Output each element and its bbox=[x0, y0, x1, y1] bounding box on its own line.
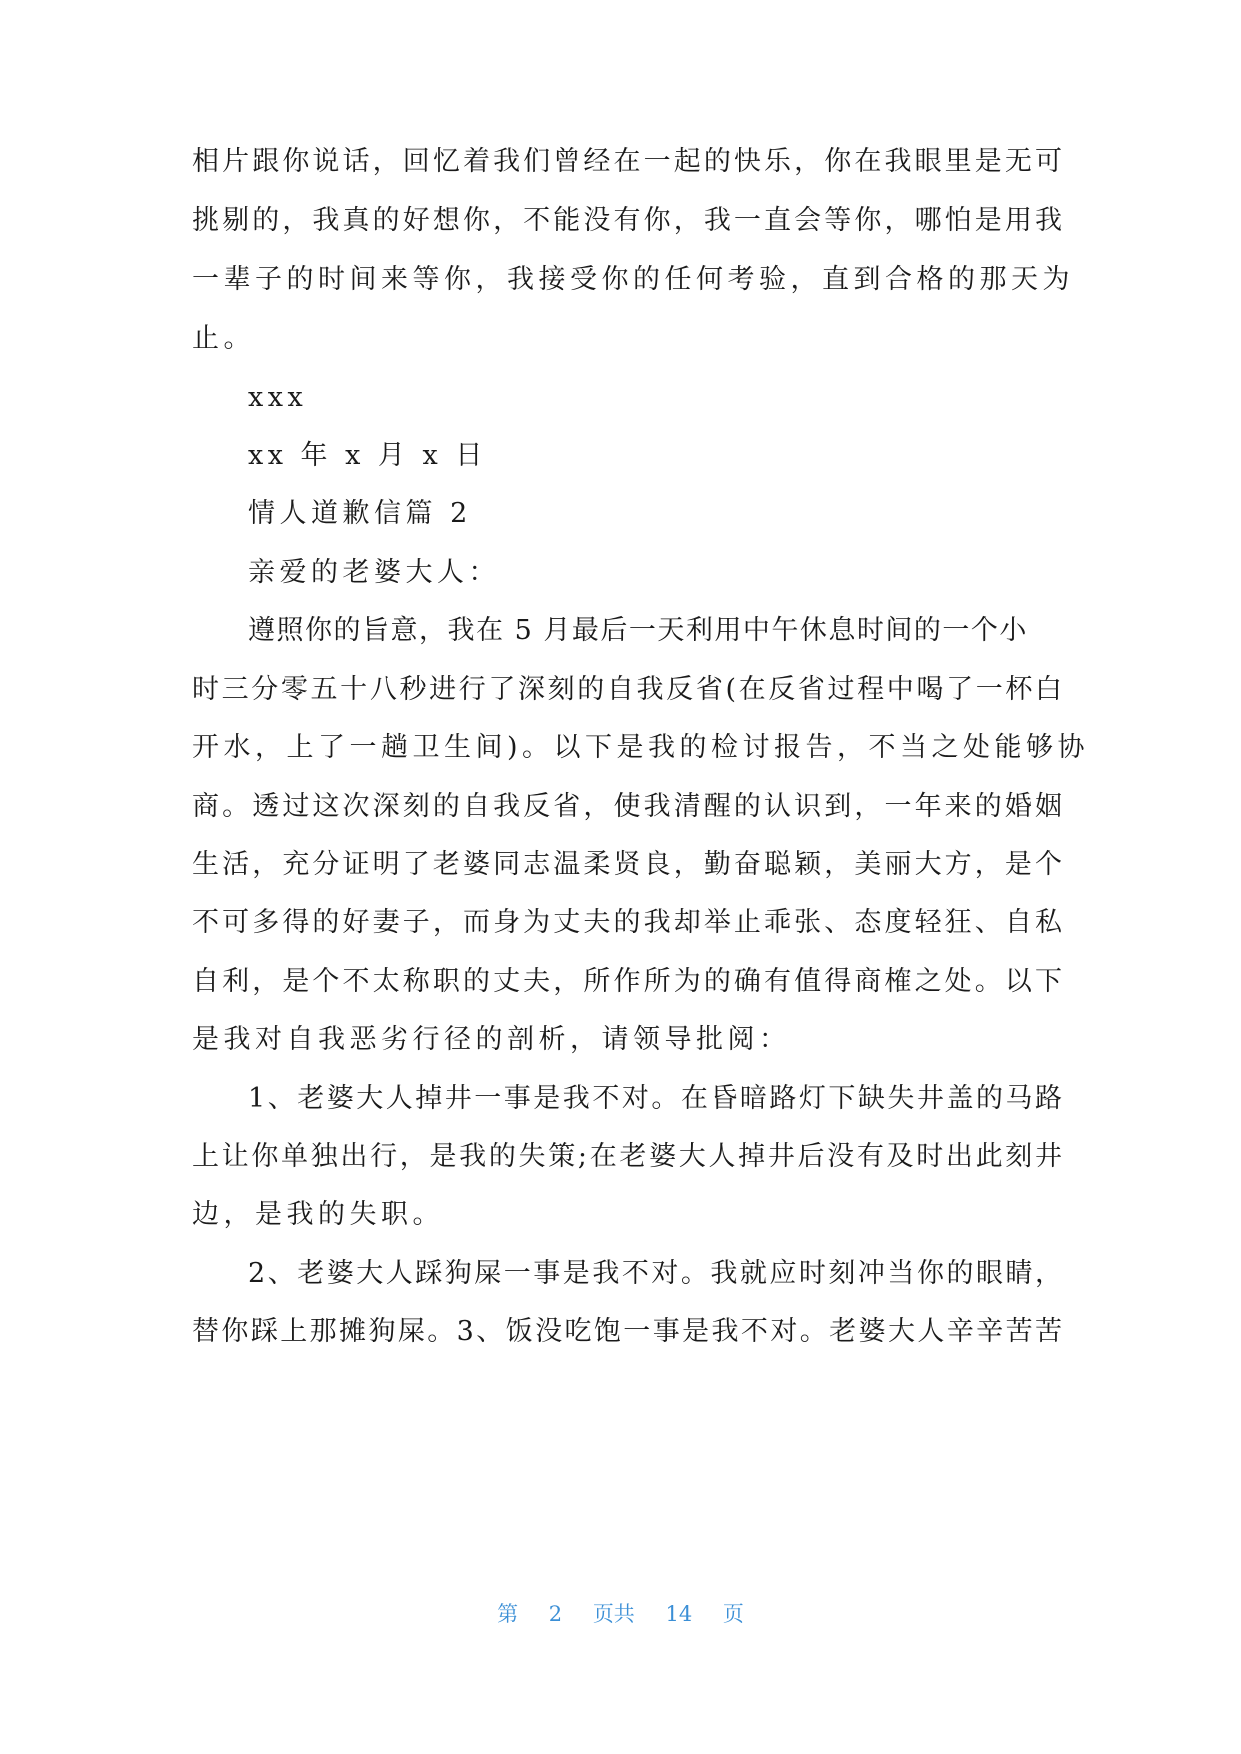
body-text-line: 不可多得的好妻子，而身为丈夫的我却举止乖张、态度轻狂、自私 bbox=[192, 907, 1062, 938]
body-text-line: 是我对自我恶劣行径的剖析，请领导批阅： bbox=[192, 1024, 791, 1055]
page-footer bbox=[0, 1600, 1241, 1628]
body-text-line: 挑剔的，我真的好想你，不能没有你，我一直会等你，哪怕是用我 bbox=[192, 205, 1062, 236]
signature-date: xx 年 x 月 x 日 bbox=[248, 440, 487, 471]
body-text-line: 时三分零五十八秒进行了深刻的自我反省(在反省过程中喝了一杯白 bbox=[192, 674, 1062, 705]
total-pages-number: 14 bbox=[665, 1602, 693, 1626]
list-item-text: 1、老婆大人掉井一事是我不对。在昏暗路灯下缺失井盖的马路 bbox=[248, 1083, 1062, 1114]
body-text-line: 开水，上了一趟卫生间)。以下是我的检讨报告，不当之处能够协 bbox=[192, 732, 1090, 763]
salutation: 亲爱的老婆大人： bbox=[248, 557, 500, 588]
list-item-text: 上让你单独出行，是我的失策;在老婆大人掉井后没有及时出此刻井 bbox=[192, 1141, 1062, 1172]
body-text-line: 相片跟你说话，回忆着我们曾经在一起的快乐，你在我眼里是无可 bbox=[192, 146, 1062, 177]
page-label-prefix: 第 bbox=[497, 1602, 519, 1626]
current-page-number: 2 bbox=[548, 1602, 563, 1626]
list-item-text: 2、老婆大人踩狗屎一事是我不对。我就应时刻冲当你的眼睛， bbox=[248, 1258, 1062, 1289]
body-text-line: 止。 bbox=[192, 323, 255, 354]
page-label-suffix: 页 bbox=[722, 1602, 744, 1626]
body-text-line: 自利，是个不太称职的丈夫，所作所为的确有值得商榷之处。以下 bbox=[192, 966, 1062, 997]
body-text-line: 商。透过这次深刻的自我反省，使我清醒的认识到，一年来的婚姻 bbox=[192, 791, 1062, 822]
body-text-line: 生活，充分证明了老婆同志温柔贤良，勤奋聪颖，美丽大方，是个 bbox=[192, 849, 1062, 880]
signature-name: xxx bbox=[248, 382, 308, 413]
body-text-line: 遵照你的旨意，我在 5 月最后一天利用中午休息时间的一个小 bbox=[248, 615, 1028, 646]
list-item-text: 边，是我的失职。 bbox=[192, 1199, 444, 1230]
section-title: 情人道歉信篇 2 bbox=[248, 498, 472, 529]
list-item-text: 替你踩上那摊狗屎。3、饭没吃饱一事是我不对。老婆大人辛辛苦苦 bbox=[192, 1316, 1062, 1347]
page-label-middle: 页共 bbox=[592, 1602, 635, 1626]
body-text-line: 一辈子的时间来等你，我接受你的任何考验，直到合格的那天为 bbox=[192, 264, 1074, 295]
